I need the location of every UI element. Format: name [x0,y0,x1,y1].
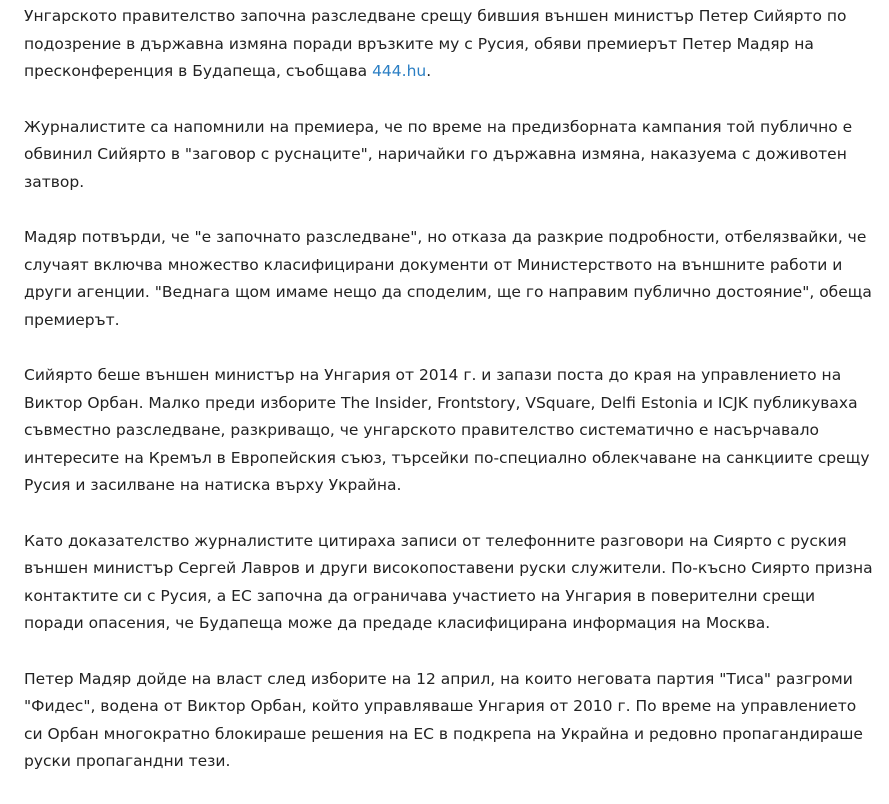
paragraph-1-text: Унгарското правителство започна разследване срещу бившия външен министър Петер Сийярто по подозрение в държавна измяна поради връзките му с Русия, обяви премиерът Петер Мадяр на пресконференция в Будапеща, съобщава [24,7,847,80]
article-paragraph-4: Сийярто беше външен министър на Унгария от 2014 г. и запази поста до края на управлението на Виктор Орбан. Малко преди изборите The Insider, Frontstory, VSquare, Delfi Estonia и ICJK публикуваха съвместно разследване, разкриващо, че унгарското правителство систематично е насърчавало интересите на Кремъл в Европейския съюз, търсейки по-специално облекчаване на санкциите срещу Русия и засилване на натиска върху Украйна. [24,366,870,494]
article-body [24,3,874,804]
source-link-444hu[interactable]: 444.hu [372,62,427,80]
article-paragraph-2: Журналистите са напомнили на премиера, че по време на предизборната кампания той публично е обвинил Сийярто в "заговор с руснаците", наричайки го държавна измяна, наказуема с доживотен затвор. [24,117,853,191]
article-paragraph-6: Петер Мадяр дойде на власт след изборите на 12 април, на които неговата партия "Тиса" разгроми "Фидес", водена от Виктор Орбан, който управляваше Унгария от 2010 г. По време на управлението си Орбан многократно блокираше решения на ЕС в подкрепа на Украйна и редовно пропагандираше руски пропагандни тези. [24,669,863,770]
paragraph-1-tail: . [426,62,432,80]
article-paragraph-3: Мадяр потвърди, че "е започнато разследване", но отказа да разкрие подробности, отбелязвайки, че случаят включва множество класифицирани документи от Министерството на външните работи и други агенции. "Веднага щом имаме нещо да споделим, ще го направим публично достояние", обеща премиерът. [24,228,872,329]
article-paragraph-1 [24,3,874,86]
article-paragraph-5: Като доказателство журналистите цитираха записи от телефонните разговори на Сиярто с руския външен министър Сергей Лавров и други високопоставени руски служители. По-късно Сиярто призна контактите си с Русия, а ЕС започна да ограничава участието на Унгария в поверителни срещи поради опасения, че Будапеща може да предаде класифицирана информация на Москва. [24,531,873,632]
